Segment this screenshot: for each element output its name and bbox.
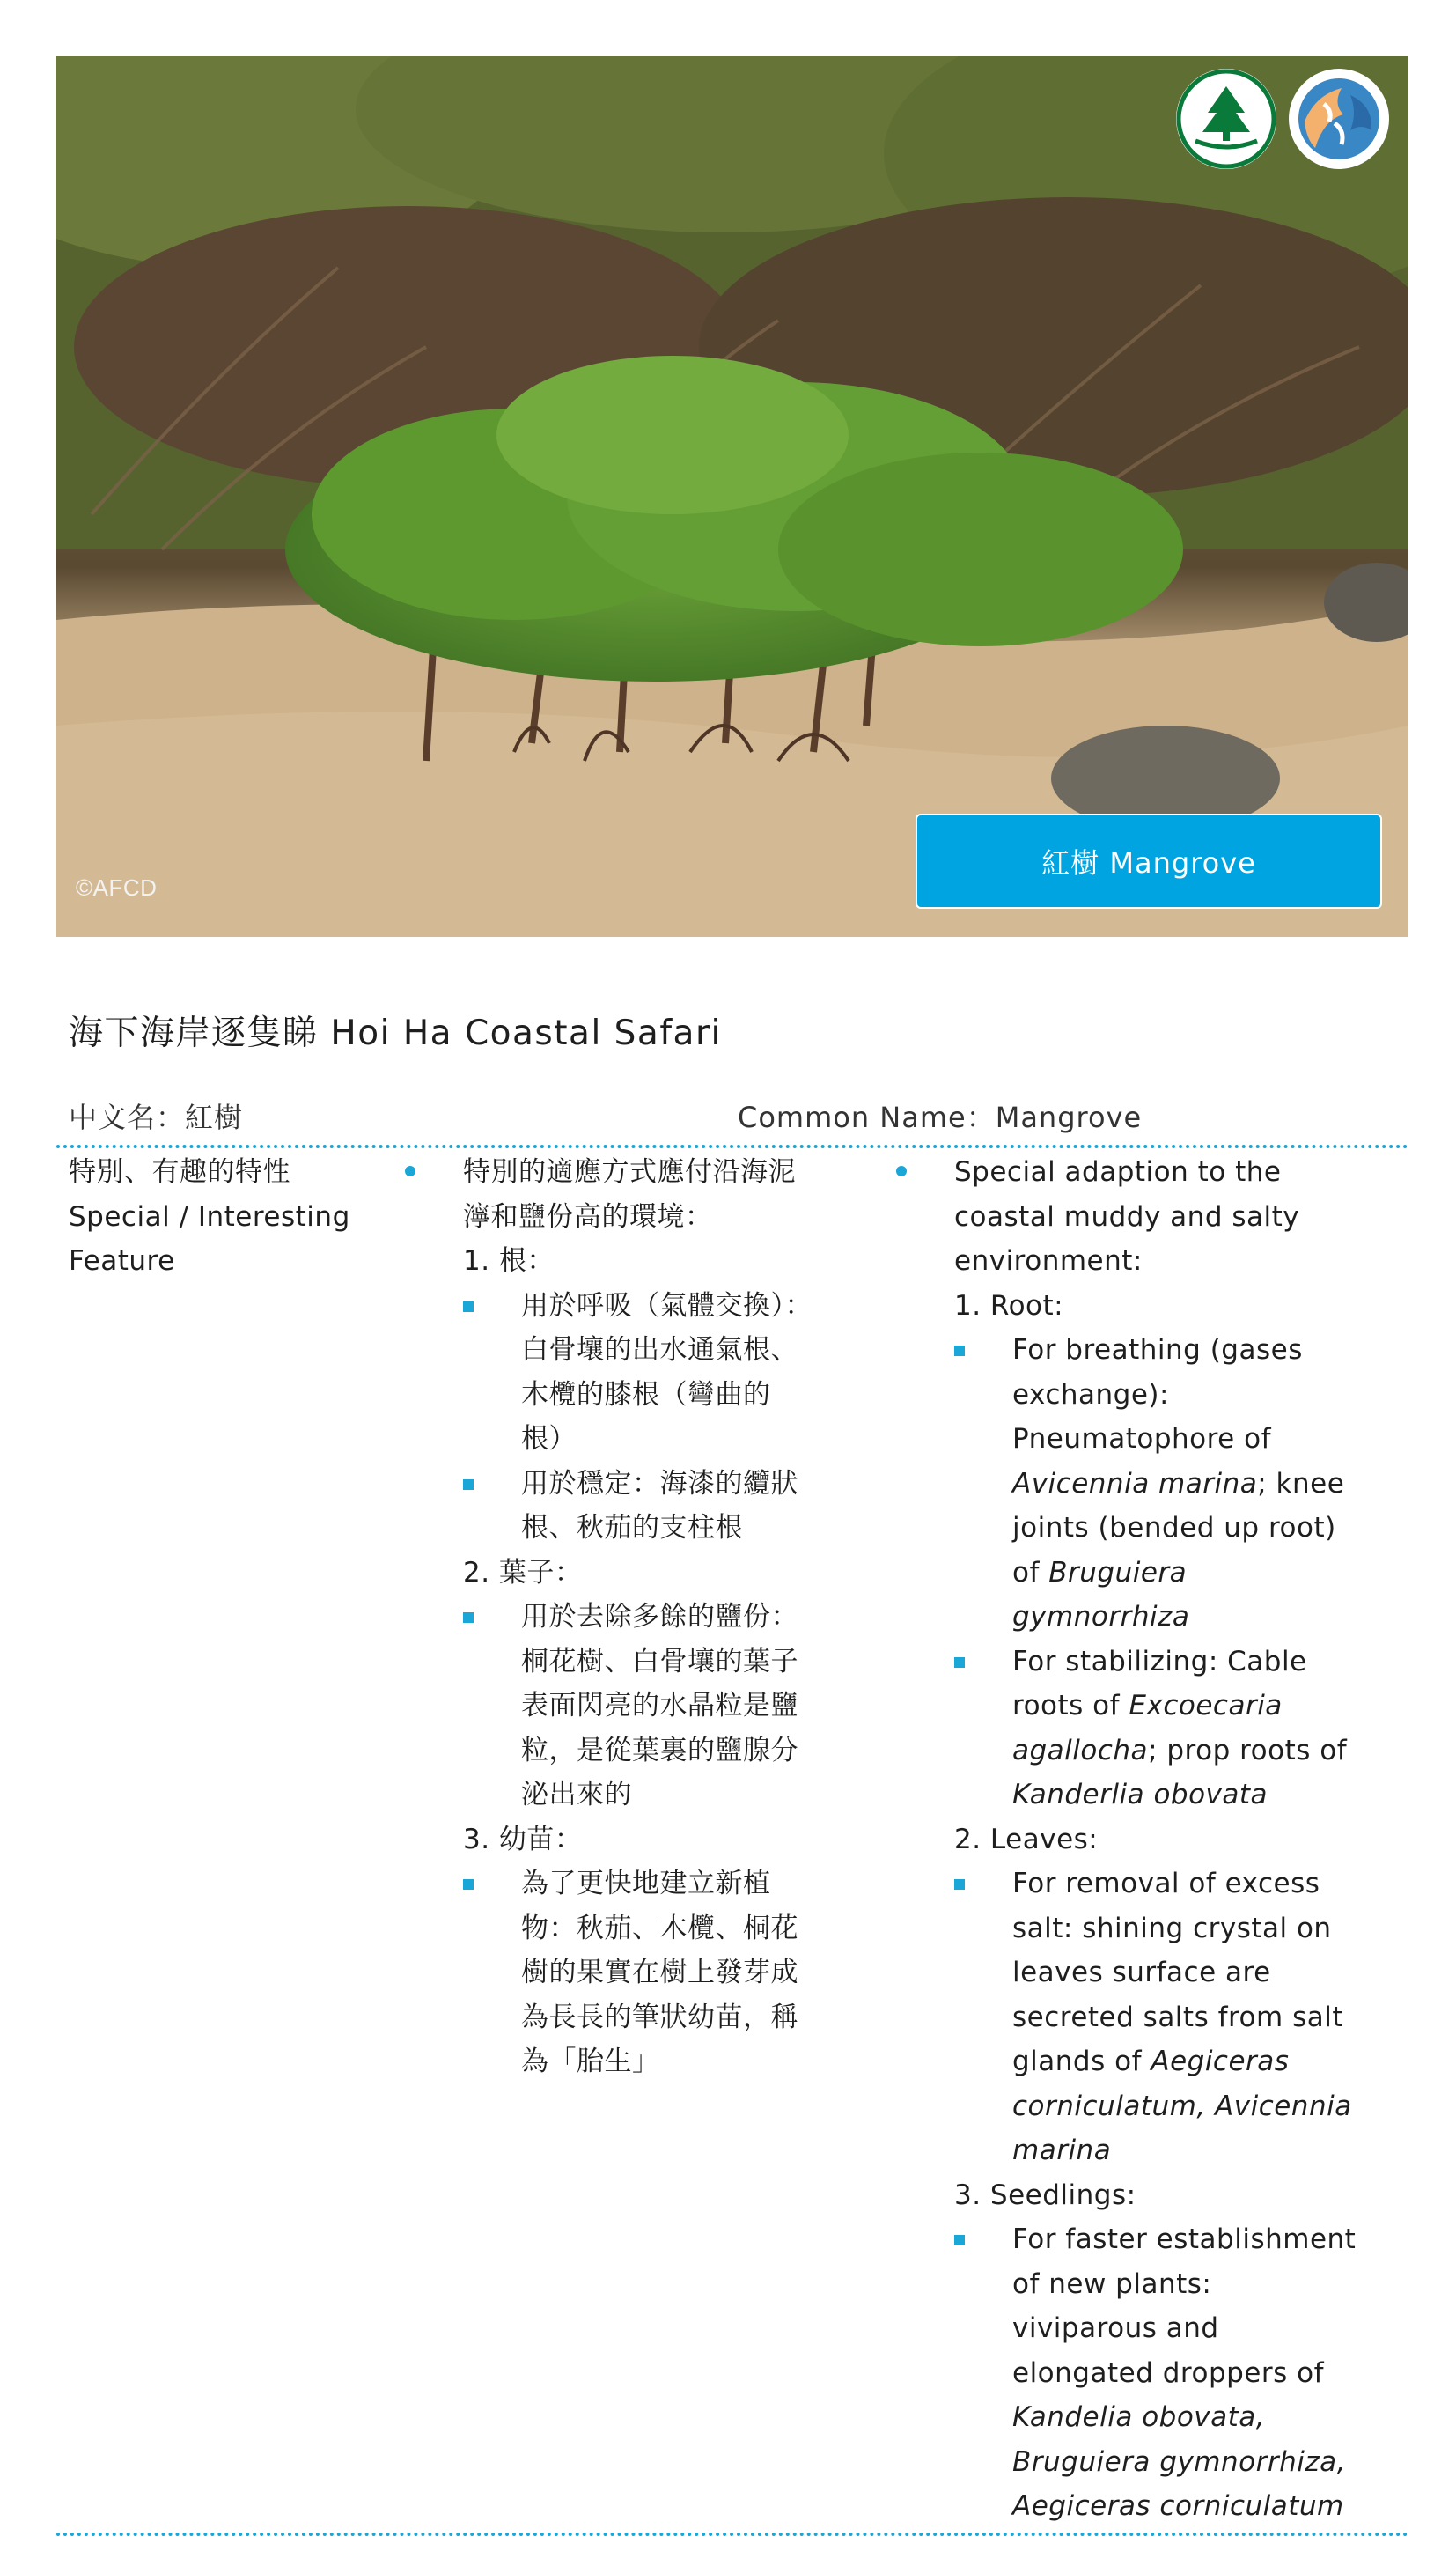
species-name: Kandelia obovata,	[1012, 2401, 1266, 2433]
en-line: exchange):	[1012, 1378, 1169, 1411]
zh-line: 為長長的筆狀幼苗，稱	[521, 2001, 798, 2033]
bullet-square	[463, 1301, 474, 1312]
en-line	[1012, 2128, 1394, 2173]
zh-line: 根）	[521, 1423, 577, 1455]
zh-heading-seedlings: 3. 幼苗：	[463, 1823, 583, 1855]
bullet-square	[954, 1346, 965, 1356]
en-heading-seedlings: 3. Seedlings:	[954, 2179, 1136, 2211]
en-bullet-seedlings	[954, 2217, 1394, 2529]
species-name: corniculatum, Avicennia	[1012, 2090, 1352, 2122]
en-line	[1012, 1773, 1394, 1818]
feature-en	[954, 1150, 1394, 2529]
en-line: For stabilizing: Cable	[1012, 1645, 1307, 1677]
species-name: Kanderlia obovata	[1012, 1779, 1268, 1810]
en-line: viviparous and	[1012, 2312, 1219, 2344]
sea-icon	[1289, 69, 1389, 169]
feature-label-line: Feature	[69, 1245, 175, 1277]
en-line: secreted salts from salt	[1012, 2001, 1343, 2033]
en-line	[1012, 1595, 1394, 1640]
zh-line: 木欖的膝根（彎曲的	[521, 1378, 771, 1411]
mangrove-illustration	[56, 56, 1408, 937]
en-line: For breathing (gases	[1012, 1334, 1303, 1366]
zh-line: 桐花樹、白骨壤的葉子	[521, 1645, 798, 1677]
species-name: agallocha	[1012, 1734, 1149, 1766]
zh-heading-root: 1. 根：	[463, 1245, 555, 1277]
en-line	[1012, 2395, 1394, 2440]
en-line: For removal of excess	[1012, 1868, 1320, 1899]
en-line: of new plants:	[1012, 2267, 1212, 2300]
tree-icon	[1176, 69, 1276, 169]
divider-bottom	[56, 2533, 1408, 2536]
species-name: Aegiceras corniculatum	[1012, 2490, 1344, 2522]
bullet-dot	[896, 1166, 907, 1176]
en-line: joints (bended up root)	[1012, 1512, 1336, 1544]
en-bullet-stabilizing	[954, 1640, 1394, 1818]
en-line	[1012, 2484, 1394, 2529]
common-name: Common Name：Mangrove	[738, 1101, 1143, 1134]
bullet-square	[954, 1657, 965, 1668]
species-name: marina	[1012, 2135, 1112, 2166]
en-heading-leaves: 2. Leaves:	[954, 1823, 1099, 1855]
zh-line: 表面閃亮的水晶粒是鹽	[521, 1690, 798, 1722]
en-line	[1012, 2440, 1394, 2485]
en-heading-root: 1. Root:	[954, 1289, 1064, 1322]
bullet-square	[463, 1879, 474, 1890]
feature-label-line: 特別、有趣的特性	[69, 1156, 290, 1188]
en-intro: environment:	[954, 1245, 1143, 1277]
species-name: Aegiceras	[1151, 2046, 1290, 2077]
en-line: salt: shining crystal on	[1012, 1912, 1332, 1944]
sea-logo	[1289, 69, 1389, 169]
zh-line: 樹的果實在樹上發芽成	[521, 1957, 798, 1988]
page-title: 海下海岸逐隻睇 Hoi Ha Coastal Safari	[69, 1014, 722, 1053]
en-intro: coastal muddy and salty	[954, 1200, 1300, 1233]
afcd-logo	[1176, 69, 1276, 169]
en-line	[1012, 2084, 1394, 2129]
zh-intro: 特別的適應方式應付沿海泥	[463, 1156, 796, 1188]
feature-label	[69, 1150, 386, 1284]
en-text: roots of	[1012, 1690, 1129, 1722]
en-text: of	[1012, 1556, 1049, 1589]
zh-line: 用於穩定：海漆的纜狀	[521, 1467, 798, 1500]
zh-line: 用於呼吸（氣體交換）：	[521, 1289, 813, 1322]
en-intro: Special adaption to the	[954, 1156, 1282, 1188]
en-line	[1012, 1462, 1394, 1507]
zh-line: 粒，是從葉裏的鹽腺分	[521, 1734, 798, 1766]
zh-bullet-salt	[463, 1595, 842, 1818]
species-label: 紅樹 Mangrove	[916, 814, 1382, 909]
en-line	[1012, 2039, 1394, 2084]
en-line: For faster establishment	[1012, 2223, 1357, 2255]
zh-line: 泌出來的	[521, 1779, 632, 1810]
zh-bullet-breathing	[463, 1284, 842, 1462]
en-text: ; prop roots of	[1148, 1734, 1348, 1766]
en-line: leaves surface are	[1012, 1957, 1271, 1988]
divider-top	[56, 1145, 1408, 1148]
bullet-square	[954, 1879, 965, 1890]
chinese-name: 中文名：紅樹	[69, 1101, 244, 1134]
en-line	[1012, 1684, 1394, 1729]
species-name: Excoecaria	[1129, 1690, 1283, 1722]
en-line: elongated droppers of	[1012, 2356, 1324, 2389]
bullet-square	[954, 2235, 965, 2245]
zh-bullet-seedlings	[463, 1862, 842, 2084]
mangrove-photo	[56, 56, 1408, 937]
bullet-square	[463, 1479, 474, 1490]
zh-intro: 濘和鹽份高的環境：	[463, 1200, 713, 1233]
species-name: gymnorrhiza	[1012, 1601, 1190, 1633]
en-line	[1012, 1551, 1394, 1596]
bullet-dot	[405, 1166, 415, 1176]
zh-heading-leaves: 2. 葉子：	[463, 1556, 583, 1589]
species-name: Bruguiera gymnorrhiza,	[1012, 2445, 1346, 2478]
bullet-square	[463, 1612, 474, 1623]
photo-credit: ©AFCD	[76, 874, 158, 901]
en-line	[1012, 1729, 1394, 1773]
species-name: Avicennia marina	[1012, 1467, 1258, 1500]
feature-label-line: Special / Interesting	[69, 1200, 350, 1233]
en-bullet-breathing	[954, 1328, 1394, 1640]
en-text: ; knee	[1257, 1467, 1345, 1500]
en-line: Pneumatophore of	[1012, 1423, 1271, 1455]
zh-line: 為「胎生」	[521, 2046, 660, 2077]
zh-line: 物：秋茄、木欖、桐花	[521, 1912, 798, 1944]
zh-line: 根、秋茄的支柱根	[521, 1512, 743, 1544]
zh-line: 用於去除多餘的鹽份：	[521, 1601, 798, 1633]
species-name: Bruguiera	[1048, 1556, 1188, 1589]
feature-zh	[463, 1150, 842, 2084]
zh-bullet-stabilizing	[463, 1462, 842, 1551]
en-bullet-salt	[954, 1862, 1394, 2173]
zh-line: 為了更快地建立新植	[521, 1868, 771, 1899]
zh-line: 白骨壤的出水通氣根、	[521, 1334, 798, 1366]
en-text: glands of	[1012, 2046, 1151, 2077]
